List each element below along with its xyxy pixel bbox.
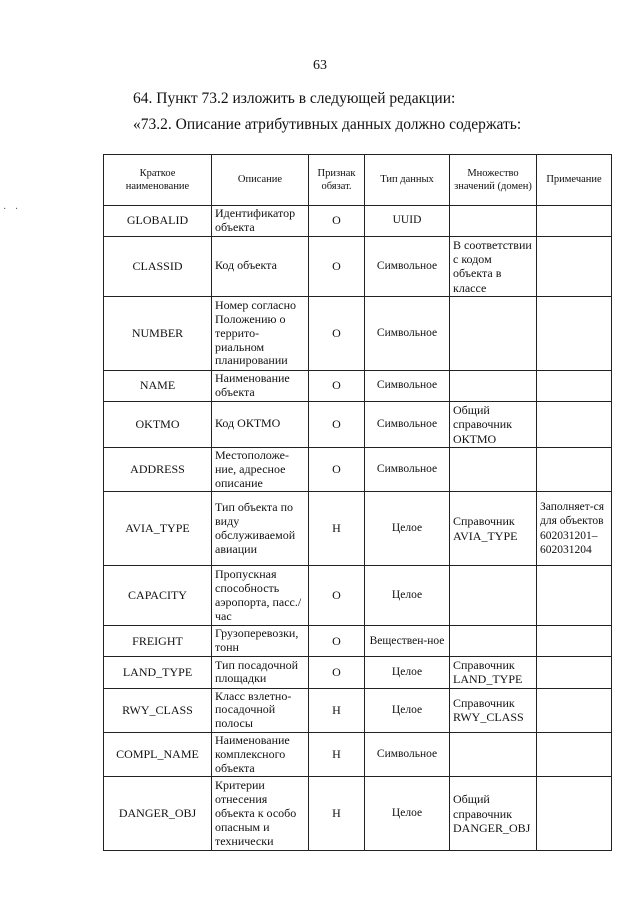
cell-domain: Общий справочник DANGER_OBJ: [450, 777, 537, 851]
cell-domain: Общий справочник ОКТМО: [450, 401, 537, 447]
cell-domain: Справочник RWY_CLASS: [450, 688, 537, 732]
cell-data-type: Целое: [365, 688, 450, 732]
cell-data-type: Символьное: [365, 401, 450, 447]
cell-data-type: Символьное: [365, 236, 450, 297]
cell-note: [537, 297, 612, 371]
header-required: Признак обязат.: [309, 155, 365, 206]
cell-note: [537, 566, 612, 626]
cell-name: OKTMO: [104, 401, 212, 447]
table-row: [104, 777, 612, 851]
cell-note: [537, 733, 612, 777]
cell-required: О: [309, 401, 365, 447]
cell-data-type: Символьное: [365, 371, 450, 402]
paragraph-clause: «73.2. Описание атрибутивных данных должно содержать:: [133, 116, 522, 133]
cell-data-type: UUID: [365, 206, 450, 237]
cell-required: О: [309, 626, 365, 657]
cell-note: Заполняет-ся для объектов 602031201–602031204: [537, 492, 612, 566]
page-number: 63: [313, 58, 327, 73]
cell-data-type: Целое: [365, 656, 450, 688]
cell-description: Код объекта: [212, 236, 309, 297]
cell-description: Идентификатор объекта: [212, 206, 309, 237]
table-row: [104, 656, 612, 688]
cell-data-type: Веществен-ное: [365, 626, 450, 657]
cell-name: AVIA_TYPE: [104, 492, 212, 566]
header-data-type: Тип данных: [365, 155, 450, 206]
cell-description: Наименование комплексного объекта: [212, 733, 309, 777]
cell-description: Класс взлетно-посадочной полосы: [212, 688, 309, 732]
cell-description: Грузоперевозки, тонн: [212, 626, 309, 657]
cell-domain: [450, 371, 537, 402]
cell-data-type: Целое: [365, 492, 450, 566]
cell-domain: Справочник LAND_TYPE: [450, 656, 537, 688]
cell-data-type: Целое: [365, 566, 450, 626]
cell-note: [537, 777, 612, 851]
cell-name: FREIGHT: [104, 626, 212, 657]
table-row: [104, 206, 612, 237]
cell-domain: [450, 297, 537, 371]
paragraph-amendment: 64. Пункт 73.2 изложить в следующей редакции:: [133, 90, 456, 107]
table-row: [104, 401, 612, 447]
cell-required: О: [309, 236, 365, 297]
cell-name: DANGER_OBJ: [104, 777, 212, 851]
table-row: [104, 297, 612, 371]
cell-note: [537, 371, 612, 402]
cell-required: О: [309, 656, 365, 688]
cell-required: О: [309, 206, 365, 237]
cell-data-type: Символьное: [365, 297, 450, 371]
cell-domain: [450, 206, 537, 237]
table-row: [104, 447, 612, 491]
table-row: [104, 566, 612, 626]
cell-domain: В соответствии с кодом объекта в классе: [450, 236, 537, 297]
cell-name: COMPL_NAME: [104, 733, 212, 777]
table-row: [104, 688, 612, 732]
cell-required: О: [309, 447, 365, 491]
table-header-row: [104, 155, 612, 206]
cell-required: Н: [309, 733, 365, 777]
cell-description: Код ОКТМО: [212, 401, 309, 447]
cell-required: О: [309, 566, 365, 626]
cell-description: Пропускная способность аэропорта, пасс./час: [212, 566, 309, 626]
header-short-name: Краткое наименование: [104, 155, 212, 206]
cell-description: Критерии отнесения объекта к особо опасным и технически: [212, 777, 309, 851]
cell-name: NUMBER: [104, 297, 212, 371]
header-description: Описание: [212, 155, 309, 206]
cell-name: ADDRESS: [104, 447, 212, 491]
table-row: [104, 492, 612, 566]
cell-domain: [450, 733, 537, 777]
attribute-table: [103, 154, 612, 851]
cell-description: Номер согласно Положению о террито-риальном планировании: [212, 297, 309, 371]
cell-name: CAPACITY: [104, 566, 212, 626]
cell-description: Тип посадочной площадки: [212, 656, 309, 688]
cell-required: О: [309, 371, 365, 402]
cell-required: Н: [309, 777, 365, 851]
cell-name: RWY_CLASS: [104, 688, 212, 732]
header-domain: Множество значений (домен): [450, 155, 537, 206]
cell-domain: [450, 626, 537, 657]
table-row: [104, 626, 612, 657]
cell-required: Н: [309, 492, 365, 566]
cell-domain: [450, 447, 537, 491]
table-row: [104, 236, 612, 297]
cell-note: [537, 688, 612, 732]
cell-domain: Справочник AVIA_TYPE: [450, 492, 537, 566]
cell-note: [537, 447, 612, 491]
cell-name: CLASSID: [104, 236, 212, 297]
cell-description: Тип объекта по виду обслуживаемой авиации: [212, 492, 309, 566]
cell-description: Наименование объекта: [212, 371, 309, 402]
cell-data-type: Символьное: [365, 447, 450, 491]
cell-note: [537, 656, 612, 688]
margin-mark: · ·: [3, 204, 22, 215]
cell-required: Н: [309, 688, 365, 732]
cell-domain: [450, 566, 537, 626]
header-note: Примечание: [537, 155, 612, 206]
cell-required: О: [309, 297, 365, 371]
cell-description: Местоположе-ние, адресное описание: [212, 447, 309, 491]
cell-name: LAND_TYPE: [104, 656, 212, 688]
table-row: [104, 371, 612, 402]
cell-note: [537, 236, 612, 297]
cell-data-type: Целое: [365, 777, 450, 851]
cell-note: [537, 401, 612, 447]
cell-name: GLOBALID: [104, 206, 212, 237]
table-row: [104, 733, 612, 777]
cell-name: NAME: [104, 371, 212, 402]
cell-data-type: Символьное: [365, 733, 450, 777]
cell-note: [537, 626, 612, 657]
cell-note: [537, 206, 612, 237]
